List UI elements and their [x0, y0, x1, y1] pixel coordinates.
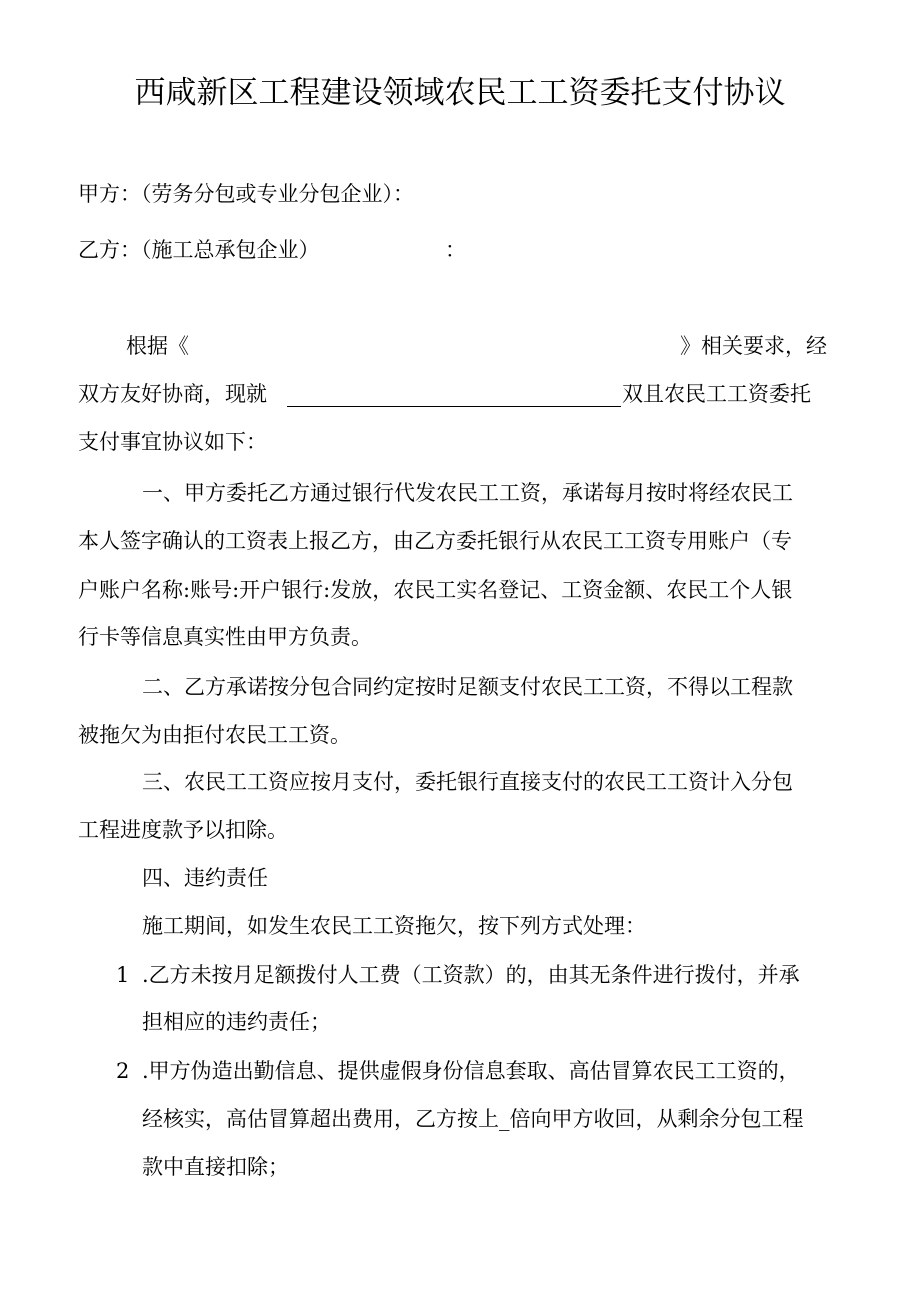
clause1-line3: 户账户名称:账号:开户银行:发放，农民工实名登记、工资金额、农民工个人银	[78, 578, 793, 602]
clause3-line1: 三、农民工工资应按月支付，委托银行直接支付的农民工工资计入分包	[142, 770, 793, 794]
clause4-intro: 施工期间，如发生农民工工资拖欠，按下列方式处理：	[142, 914, 646, 938]
party-a-line: 甲方：（劳务分包或专业分包企业）：	[78, 182, 414, 206]
item2-number: 2	[116, 1059, 130, 1083]
item2-line2: 经核实，高估冒算超出费用，乙方按上_倍向甲方收回，从剩余分包工程	[142, 1107, 804, 1131]
item2-line3: 款中直接扣除；	[142, 1155, 289, 1179]
item1-number: 1	[116, 963, 130, 987]
party-b-colon: ：	[445, 238, 466, 262]
intro-line1-end: 》相关要求，经	[680, 334, 827, 358]
item2-line1: .甲方伪造出勤信息、提供虚假身份信息套取、高估冒算农民工工资的，	[142, 1059, 800, 1083]
intro-line3: 支付事宜协议如下：	[78, 430, 267, 454]
clause1-line1: 一、甲方委托乙方通过银行代发农民工工资，承诺每月按时将经农民工	[142, 481, 793, 505]
clause2-line1: 二、乙方承诺按分包合同约定按时足额支付农民工工资，不得以工程款	[142, 675, 793, 699]
party-b-line: 乙方：（施工总承包企业）	[78, 238, 320, 262]
intro-line2-end: 双且农民工工资委托	[622, 382, 811, 406]
clause4-heading: 四、违约责任	[142, 866, 268, 890]
page-title: 西咸新区工程建设领域农民工工资委托支付协议	[134, 75, 786, 111]
item1-line1: .乙方未按月足额拨付人工费（工资款）的，由其无条件进行拨付，并承	[142, 963, 800, 987]
clause3-line2: 工程进度款予以扣除。	[78, 818, 288, 842]
clause1-line2: 本人签字确认的工资表上报乙方，由乙方委托银行从农民工工资专用账户（专	[78, 529, 792, 553]
clause2-line2: 被拖欠为由拒付农民工工资。	[78, 723, 351, 747]
intro-line1-start: 根据《	[126, 334, 189, 358]
item1-line2: 担相应的违约责任；	[142, 1010, 331, 1034]
project-name-blank	[287, 388, 621, 407]
intro-line2-start: 双方友好协商，现就	[78, 382, 267, 406]
clause1-line4: 行卡等信息真实性由甲方负责。	[78, 625, 372, 649]
